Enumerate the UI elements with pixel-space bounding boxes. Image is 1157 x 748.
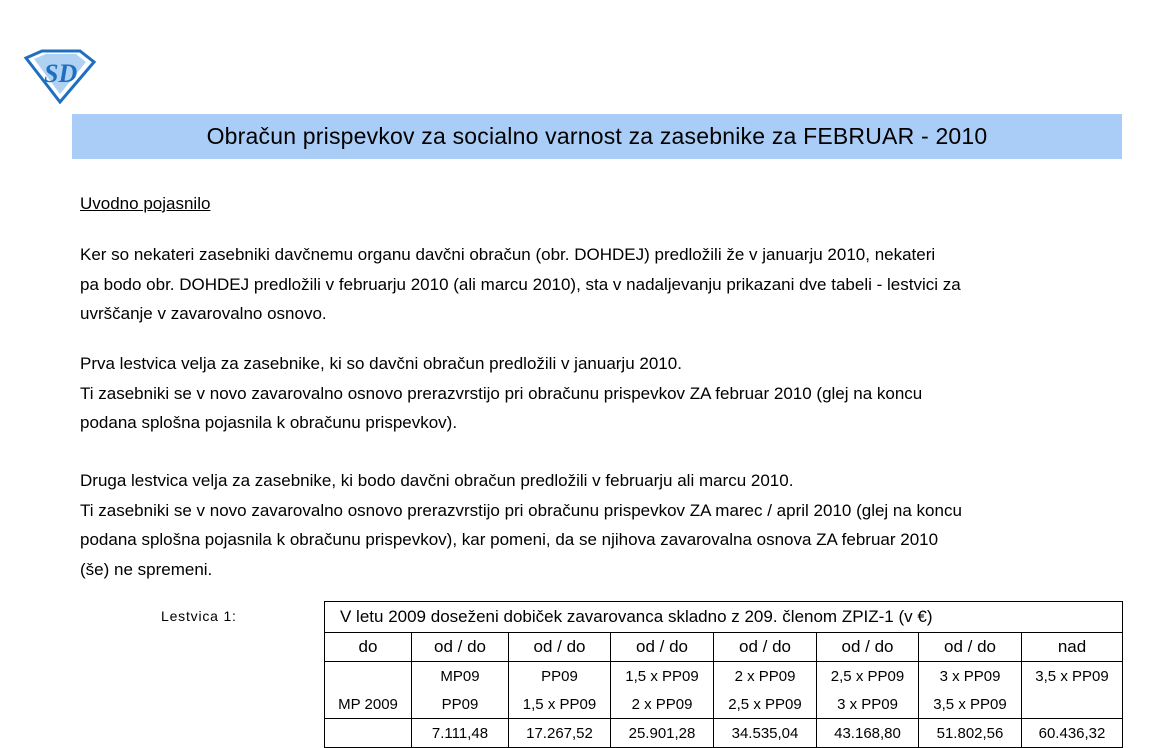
intro-paragraph: [80, 240, 961, 329]
table-cell: PP09: [509, 662, 611, 691]
table-cell: MP 2009: [325, 690, 412, 719]
first-scale-paragraph: [80, 349, 922, 438]
page-title: Obračun prispevkov za socialno varnost za zasebnike za FEBRUAR - 2010: [206, 123, 988, 149]
header-cell: od / do: [412, 633, 509, 662]
table-cell: 17.267,52: [509, 719, 611, 748]
text-line: Ker so nekateri zasebniki davčnemu organu davčni obračun (obr. DOHDEJ) predložili že v januarju 2010, nekateri: [80, 245, 936, 264]
page-title-bar: [72, 114, 1122, 159]
table-cell: 25.901,28: [611, 719, 714, 748]
header-cell: od / do: [817, 633, 919, 662]
text-line: pa bodo obr. DOHDEJ predložili v februarju 2010 (ali marcu 2010), sta v nadaljevanju prikazani dve tabeli - lestvici za: [80, 274, 961, 294]
text-line: podana splošna pojasnila k obračunu prispevkov), kar pomeni, da se njihova zavarovalna osnova ZA februar 2010: [80, 530, 939, 549]
scale-1-table: [324, 601, 1123, 748]
table-cell: 2,5 x PP09: [817, 662, 919, 691]
second-scale-paragraph: [80, 466, 962, 584]
text-line: Prva lestvica velja za zasebnike, ki so davčni obračun predložili v januarju 2010.: [80, 354, 682, 373]
header-cell: od / do: [919, 633, 1022, 662]
table-cell: MP09: [412, 662, 509, 691]
table-header-row: [325, 633, 1123, 662]
svg-text:SD: SD: [44, 59, 78, 88]
table-caption: V letu 2009 doseženi dobiček zavarovanca skladno z 209. členom ZPIZ-1 (v €): [325, 602, 1123, 633]
table-row-to: [325, 690, 1123, 719]
table-row-from: [325, 662, 1123, 691]
table-caption-row: [325, 602, 1123, 633]
table-cell: 3,5 x PP09: [919, 690, 1022, 719]
header-cell: od / do: [611, 633, 714, 662]
table-cell: 3 x PP09: [919, 662, 1022, 691]
table-cell: 1,5 x PP09: [509, 690, 611, 719]
company-logo: [22, 48, 96, 104]
table-cell: 2 x PP09: [714, 662, 817, 691]
table-cell: [325, 662, 412, 691]
text-line: (še) ne spremeni.: [80, 559, 213, 579]
section-heading: Uvodno pojasnilo: [80, 194, 211, 213]
scale-1-label: Lestvica 1:: [161, 608, 237, 624]
text-line: podana splošna pojasnila k obračunu prispevkov).: [80, 413, 458, 432]
table-row-values: [325, 719, 1123, 748]
table-cell: 43.168,80: [817, 719, 919, 748]
table-cell: 34.535,04: [714, 719, 817, 748]
header-cell: nad: [1022, 633, 1123, 662]
table-cell: 60.436,32: [1022, 719, 1123, 748]
text-line: Ti zasebniki se v novo zavarovalno osnovo prerazvrstijo pri obračunu prispevkov ZA februar 2010 (glej na koncu: [80, 383, 923, 403]
text-line: uvrščanje v zavarovalno osnovo.: [80, 304, 327, 323]
table-cell: 1,5 x PP09: [611, 662, 714, 691]
table-cell: [1022, 690, 1123, 719]
table-cell: 2,5 x PP09: [714, 690, 817, 719]
table-cell: 51.802,56: [919, 719, 1022, 748]
table-cell: PP09: [412, 690, 509, 719]
header-cell: do: [325, 633, 412, 662]
text-line: Druga lestvica velja za zasebnike, ki bodo davčni obračun predložili v februarju ali marcu 2010.: [80, 471, 794, 490]
text-line: Ti zasebniki se v novo zavarovalno osnovo prerazvrstijo pri obračunu prispevkov ZA marec / april 2010 (glej na koncu: [80, 500, 962, 520]
table-cell: 3 x PP09: [817, 690, 919, 719]
table-cell: 2 x PP09: [611, 690, 714, 719]
table-cell: [325, 719, 412, 748]
header-cell: od / do: [509, 633, 611, 662]
table-cell: 3,5 x PP09: [1022, 662, 1123, 691]
table-cell: 7.111,48: [412, 719, 509, 748]
header-cell: od / do: [714, 633, 817, 662]
